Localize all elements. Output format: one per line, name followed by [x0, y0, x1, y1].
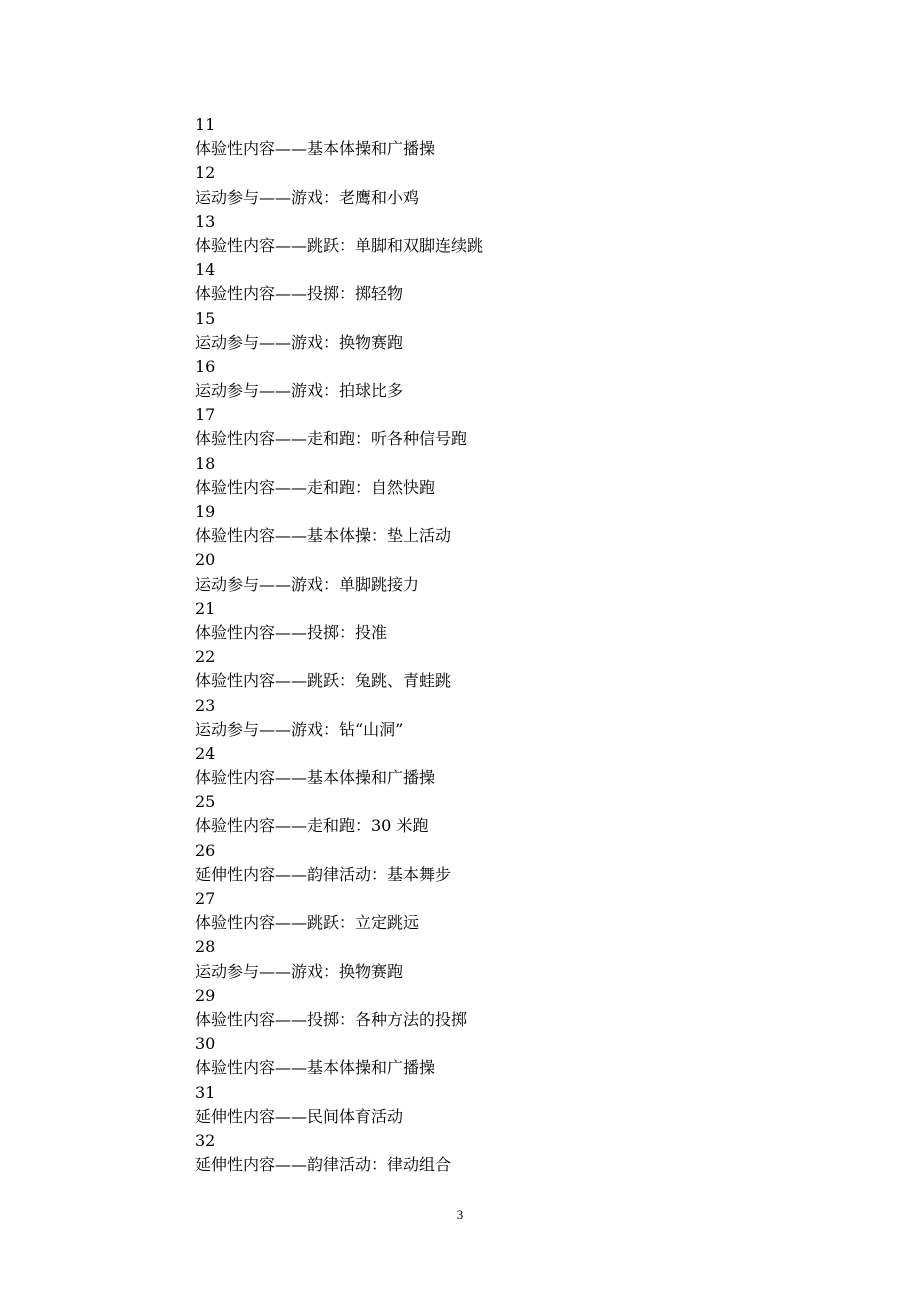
lesson-title: 体验性内容——基本体操和广播操: [195, 768, 436, 788]
lesson-title: 延伸性内容——民间体育活动: [195, 1106, 404, 1126]
list-item: [195, 355, 795, 403]
lesson-number: 25: [195, 792, 216, 812]
list-item: [195, 1129, 795, 1177]
lesson-title: 运动参与——游戏：换物赛跑: [195, 961, 404, 981]
lesson-title: 运动参与——游戏：老鹰和小鸡: [195, 187, 420, 207]
lesson-number: 23: [195, 695, 216, 715]
lesson-number: 19: [195, 502, 216, 521]
lesson-number: 13: [195, 211, 216, 231]
lesson-title: 体验性内容——走和跑：听各种信号跑: [195, 429, 468, 449]
lesson-title: 体验性内容——跳跃：兔跳、青蛙跳: [195, 671, 452, 691]
lesson-title: 体验性内容——走和跑：30 米跑: [195, 816, 429, 836]
lesson-title: 运动参与——游戏：换物赛跑: [195, 332, 404, 352]
lesson-number: 17: [195, 405, 216, 425]
lesson-title: 体验性内容——投掷：投准: [195, 622, 388, 642]
lesson-title: 体验性内容——投掷：各种方法的投掷: [195, 1009, 468, 1029]
list-item: [195, 258, 795, 306]
lesson-number: 24: [195, 743, 216, 763]
list-item: [195, 839, 795, 887]
lesson-number: 26: [195, 840, 216, 860]
list-item: [195, 645, 795, 693]
list-item: [195, 984, 795, 1032]
list-item: [195, 1032, 795, 1080]
list-item: [195, 1081, 795, 1129]
lesson-number: 14: [195, 260, 216, 280]
lesson-title: 体验性内容——投掷：掷轻物: [195, 284, 404, 304]
page-number: 3: [456, 1207, 464, 1222]
list-item: [195, 790, 795, 838]
lesson-number: 28: [195, 937, 216, 957]
list-item: [195, 403, 795, 451]
lesson-number: 15: [195, 308, 216, 328]
lesson-title: 体验性内容——基本体操：垫上活动: [195, 526, 452, 546]
lesson-number: 27: [195, 889, 216, 908]
lesson-number: 30: [195, 1034, 216, 1054]
lesson-number: 29: [195, 985, 216, 1005]
list-item: [195, 597, 795, 645]
list-item: [195, 935, 795, 983]
lesson-title: 运动参与——游戏：钻“山洞”: [195, 719, 404, 739]
list-item: [195, 161, 795, 209]
lesson-title: 体验性内容——基本体操和广播操: [195, 1058, 436, 1078]
list-item: [195, 307, 795, 355]
lesson-number: 31: [195, 1082, 216, 1102]
list-item: [195, 113, 795, 161]
lesson-title: 延伸性内容——韵律活动：律动组合: [195, 1155, 452, 1175]
list-item: [195, 887, 795, 935]
lesson-number: 22: [195, 647, 216, 667]
lesson-number: 20: [195, 550, 216, 570]
lesson-number: 11: [195, 115, 216, 134]
list-item: [195, 210, 795, 258]
lesson-title: 体验性内容——走和跑：自然快跑: [195, 477, 436, 497]
list-item: [195, 452, 795, 500]
lesson-title: 体验性内容——跳跃：立定跳远: [195, 913, 420, 933]
lesson-title: 体验性内容——跳跃：单脚和双脚连续跳: [195, 235, 484, 255]
lesson-number: 18: [195, 453, 216, 473]
lesson-list: [195, 113, 795, 1177]
lesson-number: 16: [195, 356, 216, 376]
lesson-number: 21: [195, 598, 216, 618]
list-item: [195, 548, 795, 596]
lesson-number: 12: [195, 163, 216, 183]
lesson-title: 运动参与——游戏：单脚跳接力: [195, 574, 420, 594]
list-item: [195, 742, 795, 790]
list-item: [195, 694, 795, 742]
lesson-title: 延伸性内容——韵律活动：基本舞步: [195, 864, 452, 884]
lesson-title: 体验性内容——基本体操和广播操: [195, 139, 436, 159]
lesson-title: 运动参与——游戏：拍球比多: [195, 381, 404, 401]
list-item: [195, 500, 795, 548]
lesson-number: 32: [195, 1130, 216, 1150]
